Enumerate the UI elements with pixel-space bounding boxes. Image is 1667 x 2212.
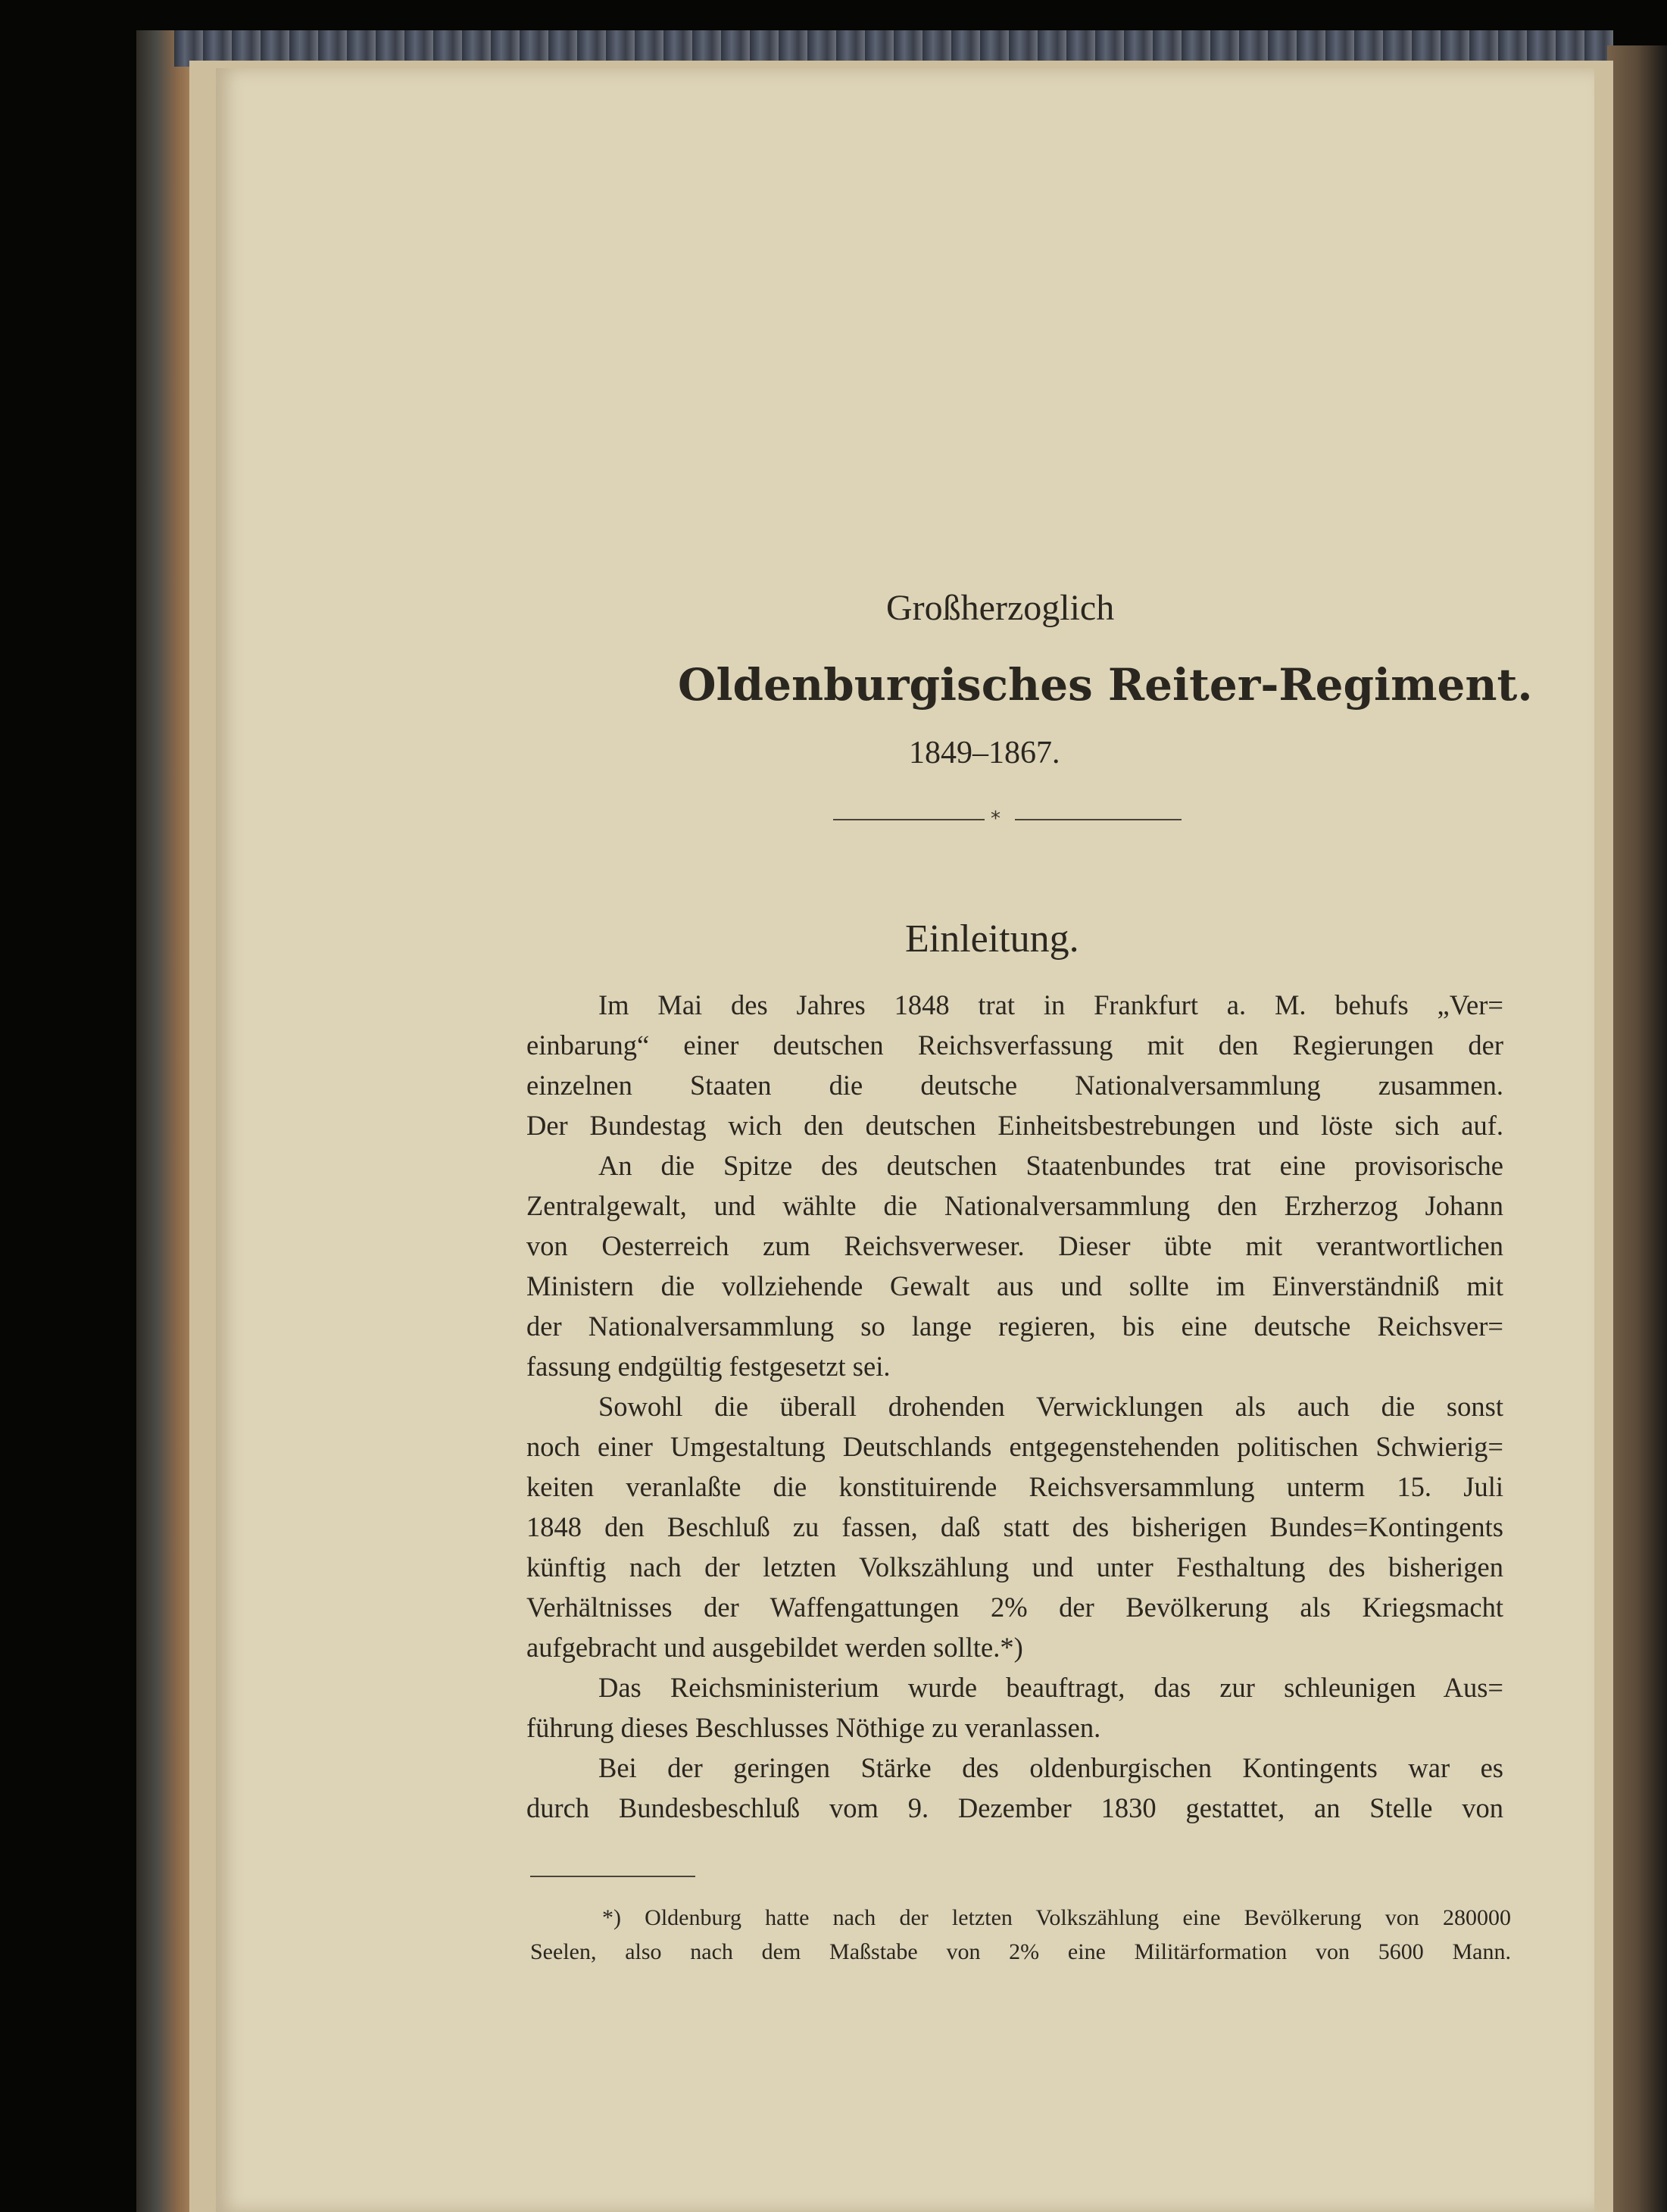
divider-right [1015, 819, 1182, 820]
body-line-15: künftig nach der letzten Volkszählung und unter Festhaltung des bisherigen [526, 1551, 1503, 1582]
body-line-8: Ministern die vollziehende Gewalt aus und sollte im Einverständniß mit [526, 1270, 1503, 1301]
divider-left [833, 819, 985, 820]
title-line-1: Großherzoglich [886, 588, 1115, 628]
body-line-17: aufgebracht und ausgebildet werden sollte.*) [526, 1632, 1023, 1663]
body-line-19: führung dieses Beschlusses Nöthige zu veranlassen. [526, 1712, 1101, 1743]
body-line-5: An die Spitze des deutschen Staatenbundes trat eine provisorische [598, 1150, 1503, 1181]
body-line-16: Verhältnisses der Waffengattungen 2% der Bevölkerung als Kriegsmacht [526, 1592, 1503, 1623]
body-line-6: Zentralgewalt, und wählte die Nationalversammlung den Erzherzog Johann [526, 1190, 1503, 1221]
footnote-line-1: *) Oldenburg hatte nach der letzten Volkszählung eine Bevölkerung von 280000 [602, 1905, 1511, 1930]
footnote-line-2: Seelen, also nach dem Maßstabe von 2% eine Militärformation von 5600 Mann. [530, 1939, 1511, 1964]
body-line-11: Sowohl die überall drohenden Verwicklungen als auch die sonst [598, 1391, 1503, 1422]
footnote-rule [530, 1876, 695, 1877]
body-line-13: keiten veranlaßte die konstituirende Reichsversammlung unterm 15. Juli [526, 1471, 1503, 1502]
body-line-12: noch einer Umgestaltung Deutschlands entgegenstehenden politischen Schwierig= [526, 1431, 1503, 1462]
body-line-7: von Oesterreich zum Reichsverweser. Dieser übte mit verantwortlichen [526, 1230, 1503, 1261]
body-line-4: Der Bundestag wich den deutschen Einheitsbestrebungen und löste sich auf. [526, 1110, 1503, 1141]
title-years: 1849–1867. [909, 736, 1060, 770]
body-line-1: Im Mai des Jahres 1848 trat in Frankfurt a. M. behufs „Ver= [598, 989, 1503, 1020]
book-cover-right-edge [1607, 45, 1667, 2212]
title-line-2: Oldenburgisches Reiter-Regiment. [678, 659, 1533, 711]
body-line-10: fassung endgültig festgesetzt sei. [526, 1351, 891, 1382]
body-line-20: Bei der geringen Stärke des oldenburgischen Kontingents war es [598, 1752, 1503, 1783]
body-line-9: der Nationalversammlung so lange regieren, bis eine deutsche Reichsver= [526, 1311, 1503, 1342]
body-line-18: Das Reichsministerium wurde beauftragt, das zur schleunigen Aus= [598, 1672, 1503, 1703]
body-line-2: einbarung“ einer deutschen Reichsverfassung mit den Regierungen der [526, 1029, 1503, 1061]
section-heading: Einleitung. [905, 917, 1079, 961]
body-line-14: 1848 den Beschluß zu fassen, daß statt des bisherigen Bundes=Kontingents [526, 1511, 1503, 1542]
asterisk-ornament-icon: * [991, 808, 1001, 830]
body-line-3: einzelnen Staaten die deutsche Nationalversammlung zusammen. [526, 1070, 1503, 1101]
body-line-21: durch Bundesbeschluß vom 9. Dezember 1830 gestattet, an Stelle von [526, 1792, 1503, 1823]
